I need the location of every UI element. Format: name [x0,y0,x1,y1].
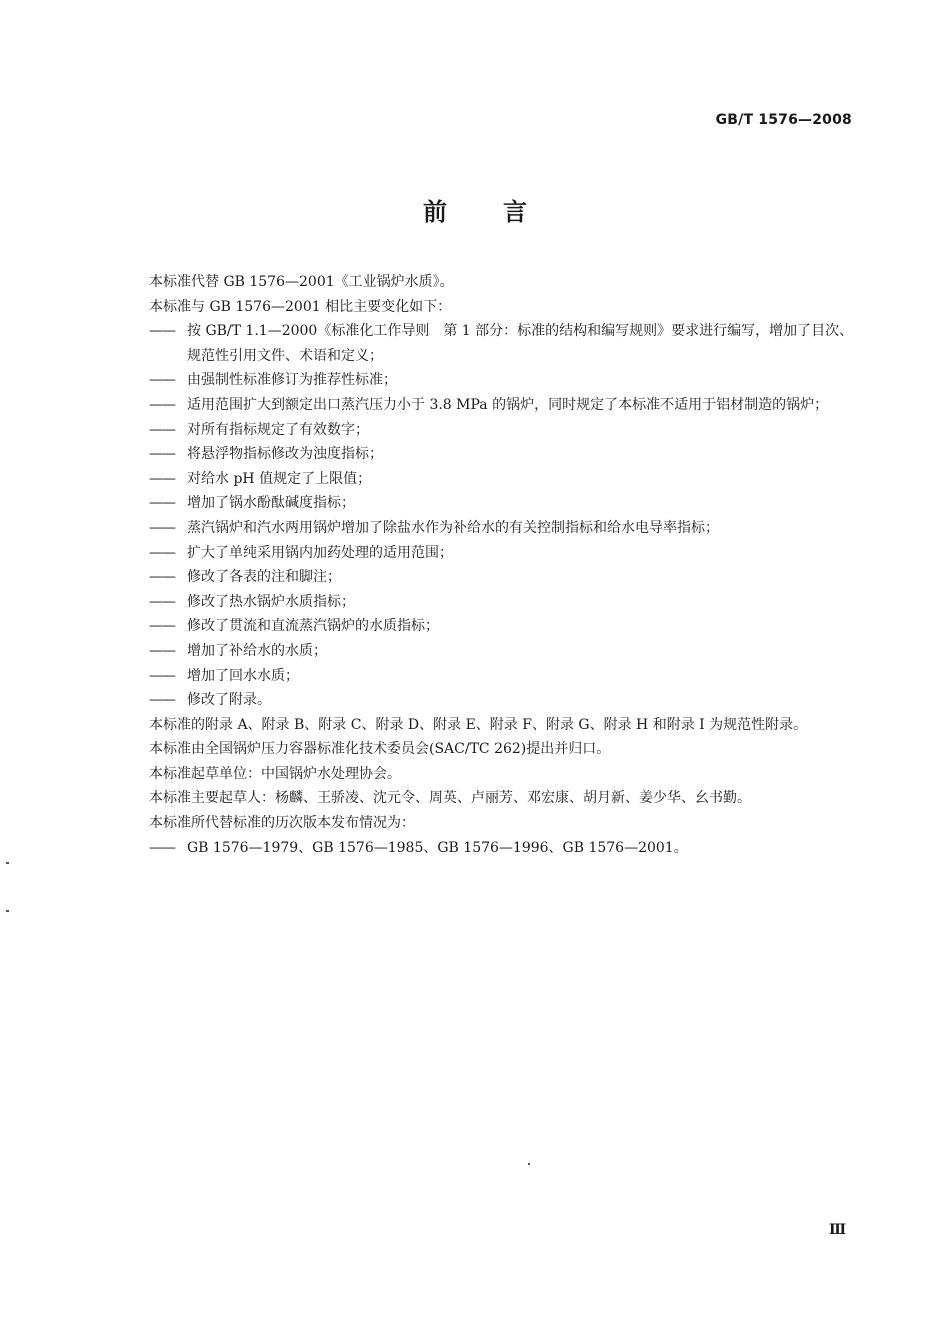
replaces-paragraph: 本标准代替 GB 1576—2001《工业锅炉水质》。 [149,274,454,290]
scan-speck [6,910,9,912]
dash-marker: —— [149,495,175,512]
dash-marker: —— [149,593,175,610]
list-item [149,393,859,418]
page-number: Ⅲ [829,1222,847,1238]
drafters-statement: 本标准主要起草人：杨麟、王骄凌、沈元令、周英、卢丽芳、邓宏康、胡月新、姜少华、幺书勤。 [149,790,751,807]
dash-marker: —— [149,839,175,856]
list-item [149,590,859,615]
dash-marker: —— [149,692,175,709]
dash-marker: —— [149,544,175,561]
changes-intro: 本标准与 GB 1576—2001 相比主要变化如下： [149,298,452,315]
list-item [149,491,859,516]
list-item-text: 修改了热水锅炉水质指标； [187,593,355,610]
list-item [149,565,859,590]
list-item-text: 修改了附录。 [187,692,271,709]
page-title: 前言 [423,198,583,226]
changes-list [149,319,859,713]
list-item [149,516,859,541]
dash-marker: —— [149,470,175,487]
list-item [149,541,859,566]
dash-marker: —— [149,396,175,413]
list-item-text: 增加了锅水酚酞碱度指标； [187,495,355,512]
list-item-text: 蒸汽锅炉和汽水两用锅炉增加了除盐水作为补给水的有关控制指标和给水电导率指标； [187,519,719,536]
list-item [149,319,859,368]
dash-marker: —— [149,519,175,536]
scan-speck [6,862,9,864]
list-item [149,467,859,492]
document-body [149,270,859,860]
list-item [149,418,859,443]
dash-marker: —— [149,446,175,463]
list-item [149,442,859,467]
appendix-statement: 本标准的附录 A、附录 B、附录 C、附录 D、附录 E、附录 F、附录 G、附录 H 和附录 I 为规范性附录。 [149,716,808,733]
list-item [149,664,859,689]
standard-number: GB/T 1576—2008 [715,112,852,128]
dash-marker: —— [149,642,175,659]
history-intro: 本标准所代替标准的历次版本发布情况为： [149,815,415,832]
list-item-text: 增加了补给水的水质； [187,642,327,659]
list-item-text: 扩大了单纯采用锅内加药处理的适用范围； [187,544,453,561]
list-item [149,368,859,393]
dash-marker: —— [149,421,175,438]
list-item [149,639,859,664]
dash-marker: —— [149,667,175,684]
dash-marker: —— [149,323,175,340]
history-text: GB 1576—1979、GB 1576—1985、GB 1576—1996、GB 1576—2001。 [187,839,688,856]
scan-speck [528,1163,530,1165]
dash-marker: —— [149,618,175,635]
list-item-text: 适用范围扩大到额定出口蒸汽压力小于 3.8 MPa 的锅炉，同时规定了本标准不适用于铝材制造的锅炉； [187,396,829,413]
list-item-text: 增加了回水水质； [187,667,299,684]
list-item [149,688,859,713]
dash-marker: —— [149,372,175,389]
list-item-text: 对所有指标规定了有效数字； [187,421,369,438]
list-item-text: 修改了各表的注和脚注； [187,569,341,586]
list-item-text: 由强制性标准修订为推荐性标准； [187,372,397,389]
drafting-unit-statement: 本标准起草单位：中国锅炉水处理协会。 [149,765,401,782]
history-item [149,836,859,861]
list-item [149,614,859,639]
proposer-statement: 本标准由全国锅炉压力容器标准化技术委员会(SAC/TC 262)提出并归口。 [149,741,611,758]
list-item-text: 修改了贯流和直流蒸汽锅炉的水质指标； [187,618,439,635]
list-item-text: 按 GB/T 1.1—2000《标准化工作导则 第 1 部分：标准的结构和编写规则》要求进行编写，增加了目次、规范性引用文件、术语和定义； [187,323,854,364]
list-item-text: 将悬浮物指标修改为浊度指标； [187,446,383,463]
dash-marker: —— [149,569,175,586]
list-item-text: 对给水 pH 值规定了上限值； [187,470,372,487]
